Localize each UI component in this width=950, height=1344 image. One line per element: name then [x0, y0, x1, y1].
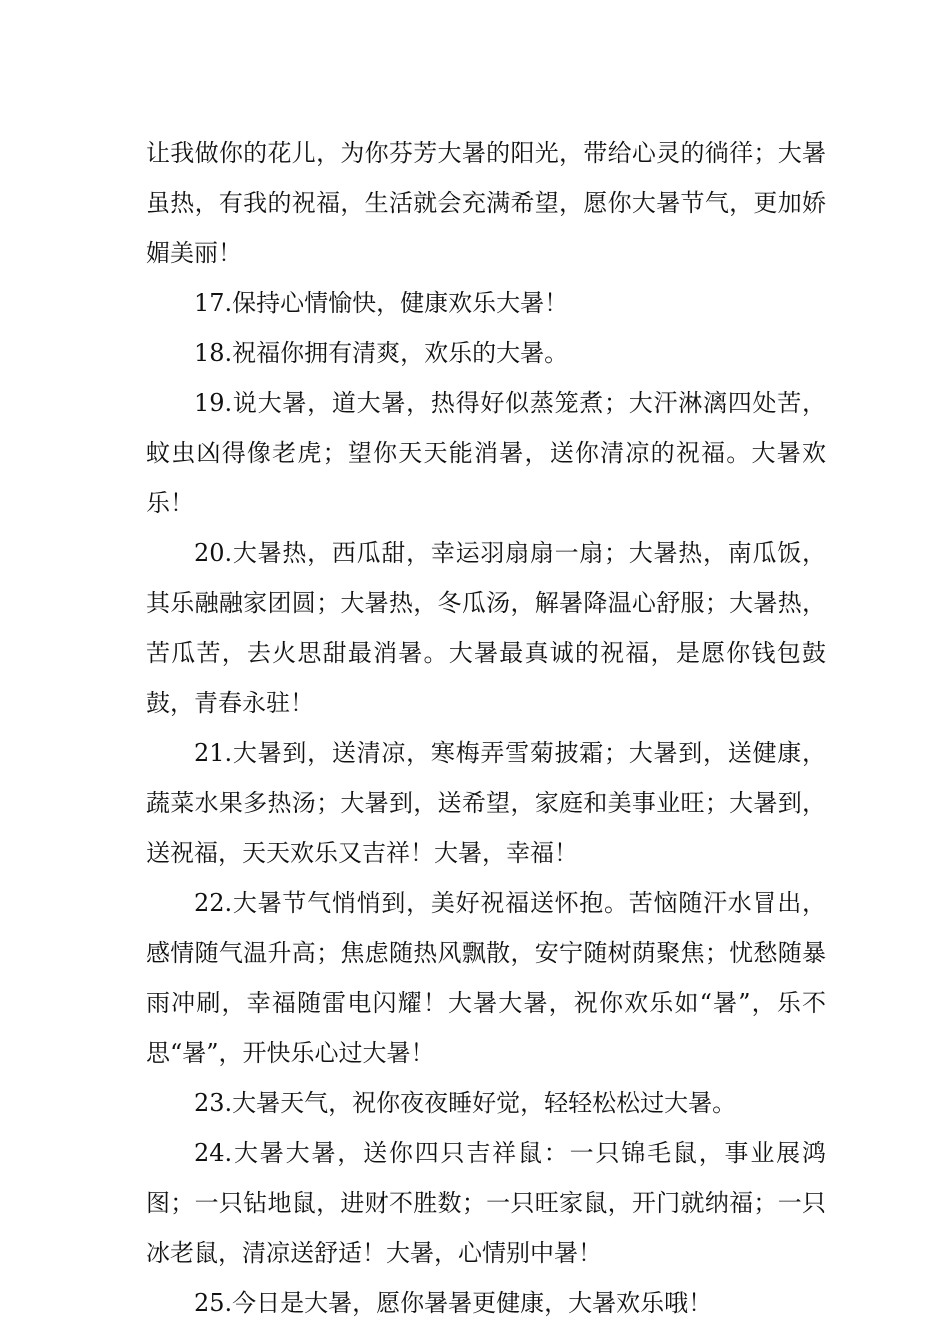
paragraph-19: 19.说大暑，道大暑，热得好似蒸笼煮；大汗淋漓四处苦，蚊虫凶得像老虎；望你天天能消暑，送你清凉的祝福。大暑欢乐！ — [146, 389, 826, 517]
paragraph-18: 18.祝福你拥有清爽，欢乐的大暑。 — [194, 339, 569, 367]
paragraph-25: 25.今日是大暑，愿你暑暑更健康，大暑欢乐哦！ — [194, 1289, 713, 1317]
paragraph-23: 23.大暑天气，祝你夜夜睡好觉，轻轻松松过大暑。 — [194, 1089, 737, 1117]
paragraph-24: 24.大暑大暑，送你四只吉祥鼠：一只锦毛鼠，事业展鸿图；一只钻地鼠，进财不胜数；一只旺家鼠，开门就纳福；一只冰老鼠，清凉送舒适！大暑，心情别中暑！ — [146, 1139, 826, 1267]
paragraph-21: 21.大暑到，送清凉，寒梅弄雪菊披霜；大暑到，送健康，蔬菜水果多热汤；大暑到，送希望，家庭和美事业旺；大暑到，送祝福，天天欢乐又吉祥！大暑，幸福！ — [146, 739, 826, 867]
paragraph-20: 20.大暑热，西瓜甜，幸运羽扇扇一扇；大暑热，南瓜饭，其乐融融家团圆；大暑热，冬瓜汤，解暑降温心舒服；大暑热，苦瓜苦，去火思甜最消暑。大暑最真诚的祝福，是愿你钱包鼓鼓，青春永驻！ — [146, 539, 826, 717]
document-body — [146, 128, 826, 1328]
paragraph-22: 22.大暑节气悄悄到，美好祝福送怀抱。苦恼随汗水冒出，感情随气温升高；焦虑随热风飘散，安宁随树荫聚焦；忧愁随暴雨冲刷，幸福随雷电闪耀！大暑大暑，祝你欢乐如“暑”，乐不思“暑”，开快乐心过大暑！ — [146, 889, 826, 1067]
paragraph-continuation: 让我做你的花儿，为你芬芳大暑的阳光，带给心灵的徜徉；大暑虽热，有我的祝福，生活就会充满希望，愿你大暑节气，更加娇媚美丽！ — [146, 139, 826, 267]
paragraph-17: 17.保持心情愉快，健康欢乐大暑！ — [194, 289, 569, 317]
